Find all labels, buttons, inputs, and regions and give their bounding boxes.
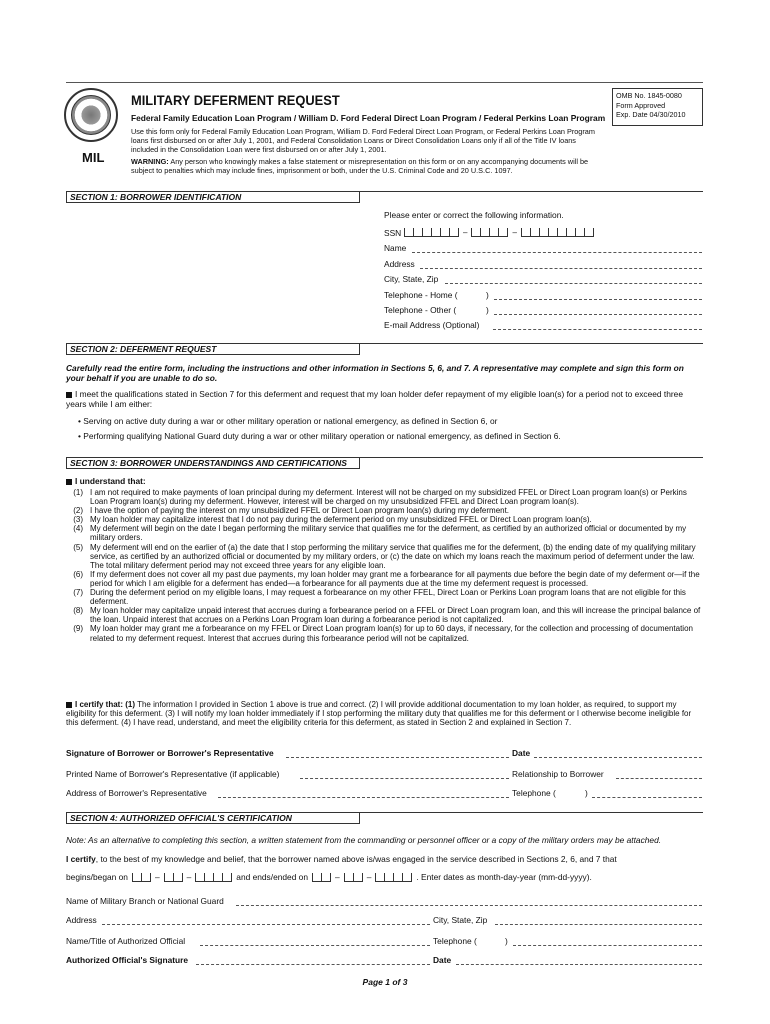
official-address-label: Address: [66, 915, 97, 925]
checkbox-icon: [66, 392, 72, 398]
deferment-statement: I meet the qualifications stated in Section 7 for this deferment and request that my loan holder defer repayment of my eligible loan(s) for a period not to exceed three years while I am either:: [66, 389, 683, 409]
ssn-label: SSN: [384, 228, 402, 238]
city-field[interactable]: [445, 275, 702, 284]
address-field[interactable]: [420, 260, 702, 269]
section2-heading: SECTION 2: DEFERMENT REQUEST: [66, 343, 360, 355]
rep-address-label: Address of Borrower's Representative: [66, 788, 207, 798]
bullet-national-guard: • Performing qualifying National Guard duty during a war or other military operation or national emergency, as defined in Section 6.: [78, 431, 561, 441]
other-phone-label: Telephone - Other (: [384, 305, 457, 315]
official-name-field[interactable]: [200, 937, 430, 946]
begin-year-field[interactable]: [195, 873, 232, 882]
paren: ): [486, 290, 489, 300]
understand-label: I understand that:: [66, 476, 146, 486]
relationship-field[interactable]: [616, 770, 702, 779]
omb-number: OMB No. 1845-0080: [616, 91, 682, 100]
home-phone-label: Telephone - Home (: [384, 290, 458, 300]
begin-day-field[interactable]: [164, 873, 183, 882]
list-item: (3) My loan holder may capitalize interest that I do not pay during the deferment period on my unsubsidized FFEL or Direct Loan program loan(s).: [73, 515, 592, 525]
ends-label: and ends/ended on: [236, 872, 309, 882]
official-date-field[interactable]: [456, 956, 702, 965]
email-label: E-mail Address (Optional): [384, 320, 480, 330]
branch-field[interactable]: [236, 897, 702, 906]
section4-note: Note: As an alternative to completing this section, a written statement from the commanding or personnel officer or a copy of the military orders may be attached.: [66, 835, 662, 845]
form-code: MIL: [82, 150, 105, 165]
bullet-active-duty: • Serving on active duty during a war or other military operation or national emergency, as defined in Section 6, or: [78, 416, 498, 426]
borrower-signature-field[interactable]: [286, 749, 509, 758]
end-day-field[interactable]: [344, 873, 363, 882]
official-city-label: City, State, Zip: [433, 915, 488, 925]
list-item: (7) During the deferment period on my eligible loans, I may request a forbearance on my other FFEL, Direct Loan or Perkins Loan program loans that are not eligible for this deferment.: [73, 588, 686, 607]
paren: ): [486, 305, 489, 315]
branch-label: Name of Military Branch or National Guard: [66, 896, 224, 906]
printed-name-field[interactable]: [300, 770, 509, 779]
end-month-field[interactable]: [312, 873, 331, 882]
warning-text: WARNING: Any person who knowingly makes a false statement or misrepresentation on this form or on any accompanying documents will be subject to penalties which may include fines, imprisonment or both, under the U.S. Criminal Code and 20 U.S.C. 1097.: [131, 157, 589, 175]
program-subtitle: Federal Family Education Loan Program / William D. Ford Federal Direct Loan Program / Federal Perkins Loan Program: [131, 113, 606, 123]
department-seal-icon: [64, 88, 118, 142]
paren: ): [585, 788, 588, 798]
list-item: (6) If my deferment does not cover all my past due payments, my loan holder may grant me a forbearance for all payments due before the begin date of my deferment or—if the period for which I am eligible for a deferment has ended—a forbearance for all payments due at the time my deferment request is processed.: [73, 569, 700, 588]
official-address-field[interactable]: [102, 916, 430, 925]
section1-heading: SECTION 1: BORROWER IDENTIFICATION: [66, 191, 360, 203]
form-approved: Form Approved: [616, 100, 666, 110]
rep-telephone-field[interactable]: [592, 789, 702, 798]
page-number: Page 1 of 3: [362, 977, 408, 987]
other-phone-field[interactable]: [494, 306, 702, 315]
date-label: Date: [512, 748, 531, 758]
official-name-label: Name/Title of Authorized Official: [66, 936, 186, 946]
home-phone-field[interactable]: [494, 291, 702, 300]
top-rule: [66, 82, 703, 83]
paren: ): [505, 936, 508, 946]
official-certify-text: I certify, to the best of my knowledge and belief, that the borrower named above is/was engaged in the service described in Sections 2, 6, and 7 that: [66, 854, 617, 864]
date-format-hint: . Enter dates as month-day-year (mm-dd-yyyy).: [416, 872, 592, 882]
city-label: City, State, Zip: [384, 274, 439, 284]
official-city-field[interactable]: [495, 916, 702, 925]
rep-address-field[interactable]: [218, 789, 509, 798]
email-field[interactable]: [493, 321, 702, 330]
name-field[interactable]: [412, 244, 702, 253]
ssn-field[interactable]: – –: [404, 228, 594, 237]
list-item: (9) My loan holder may grant me a forbearance on my FFEL or Direct Loan program loan(s) for up to 60 days, if necessary, for the collection and processing of documentation related to my deferment request. Interest that accrues during this forbearance period will not be capitalized.: [73, 624, 693, 643]
list-item: (2) I have the option of paying the interest on my unsubsidized FFEL or Direct Loan program loan(s) during my deferment.: [73, 506, 510, 516]
address-label: Address: [384, 259, 415, 269]
official-telephone-field[interactable]: [513, 937, 702, 946]
borrower-date-field[interactable]: [534, 749, 702, 758]
section1-instruction: Please enter or correct the following information.: [384, 210, 564, 220]
began-label: begins/began on: [66, 872, 128, 882]
list-item: (8) My loan holder may capitalize unpaid interest that accrues during a forbearance period on a FFEL or Direct Loan program loan, and this will increase the principal balance of the loan. Unpaid interest that accrues on a Perkins Loan Program loan during a forbearance period is not capitalized.: [73, 606, 701, 625]
omb-box: [612, 88, 703, 126]
official-telephone-label: Telephone (: [433, 936, 477, 946]
section4-heading: SECTION 4: AUTHORIZED OFFICIAL'S CERTIFICATION: [66, 812, 360, 824]
borrower-signature-label: Signature of Borrower or Borrower's Representative: [66, 748, 274, 758]
form-title: MILITARY DEFERMENT REQUEST: [131, 92, 340, 108]
checkbox-icon: [66, 479, 72, 485]
section3-heading: SECTION 3: BORROWER UNDERSTANDINGS AND CERTIFICATIONS: [66, 457, 360, 469]
official-signature-label: Authorized Official's Signature: [66, 955, 189, 965]
certification-text: I certify that: (1) The information I provided in Section 1 above is true and correct. (2) I will provide additional documentation to my loan holder, as required, to support my eligibility for this deferment. (3) I will notify my loan holder immediately if I stop performing the military duty that qualifies me for this deferment or I otherwise become ineligible for this deferment. (4) I have read, understand, and meet the eligibility criteria for this deferment, as stated in Section 2 and explained in Section 7.: [66, 700, 692, 728]
list-item: (1) I am not required to make payments of loan principal during my deferment. Interest will not be charged on my subsidized FFEL or Direct Loan program loan(s) or Perkins Loan Program loan(s) during my deferment. However, interest will be charged on my unsubsidized FFEL and Direct Loan program loan(s).: [73, 488, 687, 507]
official-date-label: Date: [433, 955, 452, 965]
service-dates-row: begins/began on – – and ends/ended on – – . Enter dates as month-day-year (mm-dd-yyyy).: [66, 872, 592, 882]
intro-text: Use this form only for Federal Family Education Loan Program, William D. Ford Federal Direct Loan Program, or Federal Perkins Loan Program loans first disbursed on or after July 1, 2001, and Federal Consolidation Loans or Direct Consolidation Loans only if all of the Title IV loans included in the Consolidation Loan were first disbursed on or after July 1, 2001.: [131, 127, 595, 154]
list-item: (4) My deferment will begin on the date I began performing the military service that qualifies me for the deferment, as certified by an authorized official or documented by my military orders.: [73, 524, 687, 543]
official-signature-field[interactable]: [196, 956, 430, 965]
expiration-date: Exp. Date 04/30/2010: [616, 110, 686, 120]
list-item: (5) My deferment will end on the earlier of (a) the date that I stop performing the military service that qualifies me for the deferment, (b) the ending date of my qualifying military service, as certified by an authorized official or documented by my military orders, or (c) the date on which my loans reach the maximum period of deferment under the law. The total military deferment period may not exceed three years for any eligible loan.: [73, 542, 696, 570]
section2-instruction: Carefully read the entire form, including the instructions and other information in Sections 5, 6, and 7. A representative may complete and sign this form on your behalf if you are unable to do so.: [66, 363, 684, 383]
name-label: Name: [384, 243, 407, 253]
begin-month-field[interactable]: [132, 873, 151, 882]
end-year-field[interactable]: [375, 873, 412, 882]
understandings-list: [66, 488, 706, 643]
checkbox-icon: [66, 702, 72, 708]
printed-name-label: Printed Name of Borrower's Representative (if applicable): [66, 769, 280, 779]
relationship-label: Relationship to Borrower: [512, 769, 604, 779]
rep-telephone-label: Telephone (: [512, 788, 556, 798]
